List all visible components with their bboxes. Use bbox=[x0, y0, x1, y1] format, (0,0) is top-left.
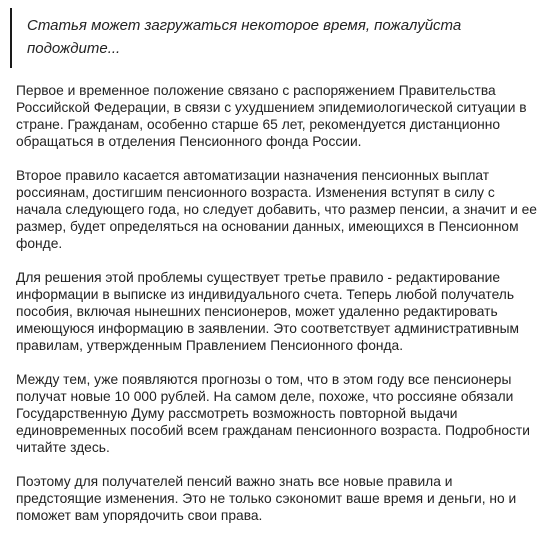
article-paragraph: Для решения этой проблемы существует третье правило - редактирование информации в выписке из индивидуального счета. Теперь любой получатель пособия, включая нынешних пенсионеров, может удаленно редактировать имеющуюся информацию в заявлении. Это соответствует административным правилам, утвержденным Правлением Пенсионного фонда. bbox=[16, 270, 519, 353]
article-paragraph: Второе правило касается автоматизации назначения пенсионных выплат россиянам, достигшим пенсионного возраста. Изменения вступят в силу с начала следующего года, но следует добавить, что размер пенсии, а значит и ее размер, будет определяться на основании данных, имеющихся в Пенсионном фонде. bbox=[16, 168, 537, 251]
loading-notice bbox=[10, 8, 538, 68]
article-body bbox=[16, 82, 540, 541]
article-paragraph: Поэтому для получателей пенсий важно знать все новые правила и предстоящие изменения. Это не только сэкономит ваше время и деньги, но и поможет вам упорядочить свои права. bbox=[16, 474, 517, 523]
article-paragraph: Между тем, уже появляются прогнозы о том, что в этом году все пенсионеры получат новые 10 000 рублей. На самом деле, похоже, что россияне обязали Государственную Думу рассмотреть возможность повторной выдачи единовременных пособий всем гражданам пенсионного возраста. Подробности читайте здесь. bbox=[16, 372, 530, 455]
article-paragraph: Первое и временное положение связано с распоряжением Правительства Российской Федерации, в связи с ухудшением эпидемиологической ситуации в стране. Гражданам, особенно старше 65 лет, рекомендуется дистанционно обращаться в отделения Пенсионного фонда России. bbox=[16, 83, 527, 149]
loading-notice-text: Статья может загружаться некоторое время, пожалуйста подождите... bbox=[27, 17, 462, 57]
